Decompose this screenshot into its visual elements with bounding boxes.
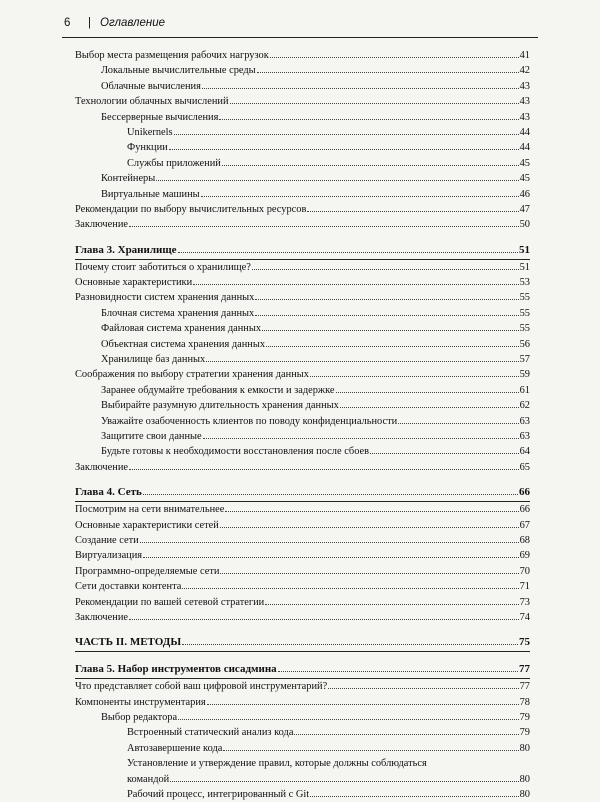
entry-page: 80 (519, 742, 530, 754)
toc-entry[interactable] (75, 140, 530, 155)
table-of-contents (75, 48, 530, 802)
dot-leader (203, 438, 519, 439)
dot-leader (143, 557, 519, 558)
entry-title: Контейнеры (101, 173, 156, 185)
entry-title: Компоненты инструментария (75, 696, 206, 708)
dot-leader (307, 211, 518, 212)
toc-entry[interactable] (75, 171, 530, 186)
entry-page: 67 (519, 519, 530, 531)
section-gap (75, 475, 530, 484)
toc-entry[interactable] (75, 548, 530, 563)
entry-page: 55 (519, 323, 530, 335)
entry-page: 50 (519, 219, 530, 231)
entry-title: Создание сети (75, 534, 139, 546)
dot-leader (170, 781, 518, 782)
entry-title: Виртуализация (75, 550, 143, 562)
entry-title: Службы приложений (127, 157, 221, 169)
toc-entry[interactable] (75, 787, 530, 802)
entry-page: 77 (519, 663, 530, 676)
toc-entry[interactable] (75, 383, 530, 398)
toc-entry[interactable] (75, 260, 530, 275)
entry-page: 80 (519, 789, 530, 801)
chapter-heading[interactable] (75, 242, 530, 259)
dot-leader (255, 315, 518, 316)
dot-leader (262, 330, 519, 331)
entry-page: 64 (519, 446, 530, 458)
section-gap (75, 233, 530, 242)
toc-entry[interactable] (75, 444, 530, 459)
entry-page: 61 (519, 384, 530, 396)
entry-title: Выбор редактора (101, 712, 178, 724)
entry-page: 43 (519, 96, 530, 108)
entry-title: Соображения по выбору стратегии хранения данных (75, 369, 309, 381)
entry-title: Бессерверные вычисления (101, 111, 219, 123)
toc-entry[interactable] (75, 518, 530, 533)
toc-entry[interactable] (75, 695, 530, 710)
toc-entry[interactable] (75, 63, 530, 78)
dot-leader (255, 299, 518, 300)
entry-title: Выбор места размещения рабочих нагрузок (75, 50, 269, 61)
entry-title: Уважайте озабоченность клиентов по поводу конфиденциальности (101, 415, 398, 427)
dot-leader (202, 88, 519, 89)
entry-page: 45 (519, 173, 530, 185)
entry-title: Основные характеристики сетей (75, 519, 219, 531)
entry-page: 45 (519, 157, 530, 169)
dot-leader (257, 72, 519, 73)
toc-entry[interactable] (75, 110, 530, 125)
dot-leader (219, 119, 518, 120)
toc-entry[interactable] (75, 202, 530, 217)
dot-leader (220, 573, 518, 574)
dot-leader (178, 719, 519, 720)
entry-page: 41 (519, 50, 530, 61)
entry-title: ЧАСТЬ II. МЕТОДЫ (75, 636, 182, 649)
entry-title: Заключение (75, 461, 128, 473)
toc-entry[interactable] (75, 290, 530, 305)
entry-title: Функции (127, 142, 168, 154)
dot-leader (206, 361, 518, 362)
dot-leader (156, 180, 518, 181)
entry-title: Выбирайте разумную длительность хранения данных (101, 400, 339, 412)
dot-leader (336, 392, 519, 393)
toc-entry[interactable] (75, 725, 530, 740)
entry-title: Почему стоит заботиться о хранилище? (75, 261, 251, 273)
entry-title-part2: командой (127, 773, 170, 785)
entry-title: Облачные вычисления (101, 80, 201, 92)
part-heading[interactable] (75, 634, 530, 651)
entry-page: 51 (519, 243, 530, 256)
entry-page: 74 (519, 611, 530, 623)
dot-leader (328, 688, 518, 689)
entry-title: Установление и утверждение правил, которые должны соблюдаться (127, 758, 427, 770)
entry-page: 59 (519, 369, 530, 381)
entry-page: 57 (519, 354, 530, 366)
entry-title: Локальные вычислительные среды (101, 65, 256, 77)
dot-leader (174, 134, 519, 135)
toc-entry[interactable] (75, 79, 530, 94)
dot-leader (310, 376, 519, 377)
entry-page: 78 (519, 696, 530, 708)
entry-page: 42 (519, 65, 530, 77)
entry-page: 43 (519, 111, 530, 123)
toc-entry[interactable] (75, 352, 530, 367)
chapter-heading[interactable] (75, 484, 530, 501)
entry-title: Рабочий процесс, интегрированный с Git (127, 789, 310, 801)
entry-title: Глава 3. Хранилище (75, 243, 177, 256)
dot-leader (398, 423, 518, 424)
toc-entry[interactable] (75, 429, 530, 444)
entry-title: Блочная система хранения данных (101, 307, 255, 319)
entry-title: Файловая система хранения данных (101, 323, 262, 335)
dot-leader (340, 407, 519, 408)
toc-entry[interactable] (75, 610, 530, 625)
entry-title: Встроенный статический анализ кода (127, 727, 294, 739)
dot-leader (220, 527, 519, 528)
toc-entry[interactable] (75, 564, 530, 579)
entry-page: 63 (519, 415, 530, 427)
toc-entry[interactable] (75, 275, 530, 290)
entry-page: 66 (519, 504, 530, 516)
toc-entry[interactable] (75, 414, 530, 429)
entry-title: Основные характеристики (75, 277, 193, 289)
header-rule (62, 37, 538, 38)
header-separator: | (88, 17, 91, 29)
toc-entry[interactable] (75, 533, 530, 548)
dot-leader (129, 619, 519, 620)
running-title: Оглавление (100, 17, 165, 29)
toc-entry[interactable] (75, 367, 530, 382)
entry-page: 79 (519, 712, 530, 724)
entry-page: 70 (519, 565, 530, 577)
entry-title: Unikernels (127, 126, 173, 138)
toc-entry[interactable] (75, 756, 530, 787)
entry-title: Что представляет собой ваш цифровой инструментарий? (75, 681, 328, 693)
entry-page: 66 (519, 486, 530, 499)
toc-entry[interactable] (75, 679, 530, 694)
entry-page: 56 (519, 338, 530, 350)
toc-entry[interactable] (75, 156, 530, 171)
entry-title: Программно-определяемые сети (75, 565, 220, 577)
page-header (62, 10, 538, 36)
toc-entry[interactable] (75, 460, 530, 475)
section-gap (75, 652, 530, 661)
entry-title: Объектная система хранения данных (101, 338, 266, 350)
entry-page: 63 (519, 430, 530, 442)
entry-page: 68 (519, 534, 530, 546)
toc-entry[interactable] (75, 125, 530, 140)
entry-page: 73 (519, 596, 530, 608)
entry-page: 44 (519, 126, 530, 138)
entry-page: 65 (519, 461, 530, 473)
entry-title: Рекомендации по вашей сетевой стратегии (75, 596, 265, 608)
toc-entry[interactable] (75, 48, 530, 63)
dot-leader (207, 704, 519, 705)
dot-leader (225, 511, 518, 512)
page-number: 6 (64, 17, 71, 29)
entry-page: 79 (519, 727, 530, 739)
entry-title: Сети доставки контента (75, 581, 182, 593)
entry-page: 53 (519, 277, 530, 289)
entry-page: 47 (519, 203, 530, 215)
entry-page: 80 (519, 773, 530, 785)
dot-leader (182, 588, 518, 589)
entry-page: 75 (519, 636, 530, 649)
entry-title: Глава 4. Сеть (75, 486, 142, 499)
entry-title: Защитите свои данные (101, 430, 202, 442)
dot-leader (294, 734, 518, 735)
entry-title-continued (127, 772, 530, 787)
toc-entry[interactable] (75, 306, 530, 321)
chapter-heading[interactable] (75, 661, 530, 678)
entry-title: Автозавершение кода (127, 742, 223, 754)
entry-title: Технологии облачных вычислений (75, 96, 229, 108)
entry-title: Виртуальные машины (101, 188, 200, 200)
entry-title: Посмотрим на сети внимательнее (75, 504, 225, 516)
dot-leader (201, 196, 519, 197)
entry-title: Заключение (75, 219, 128, 231)
dot-leader (129, 226, 519, 227)
toc-entry[interactable] (75, 187, 530, 202)
toc-entry[interactable] (75, 217, 530, 232)
toc-entry[interactable] (75, 741, 530, 756)
dot-leader (370, 453, 519, 454)
entry-page: 62 (519, 400, 530, 412)
toc-entry[interactable] (75, 398, 530, 413)
dot-leader (252, 269, 519, 270)
entry-page: 71 (519, 581, 530, 593)
dot-leader (178, 252, 518, 253)
toc-entry[interactable] (75, 595, 530, 610)
toc-entry[interactable] (75, 321, 530, 336)
toc-entry[interactable] (75, 502, 530, 517)
entry-page: 44 (519, 142, 530, 154)
dot-leader (230, 103, 519, 104)
dot-leader (310, 796, 518, 797)
entry-page: 43 (519, 80, 530, 92)
entry-title: Хранилище баз данных (101, 354, 206, 366)
dot-leader (222, 165, 519, 166)
entry-title: Разновидности систем хранения данных (75, 292, 255, 304)
toc-entry[interactable] (75, 579, 530, 594)
dot-leader (278, 671, 518, 672)
dot-leader (140, 542, 519, 543)
toc-entry[interactable] (75, 710, 530, 725)
dot-leader (266, 346, 519, 347)
entry-page: 69 (519, 550, 530, 562)
dot-leader (182, 644, 518, 645)
entry-page: 77 (519, 681, 530, 693)
dot-leader (169, 149, 519, 150)
dot-leader (143, 494, 518, 495)
entry-title: Заранее обдумайте требования к емкости и задержке (101, 384, 335, 396)
entry-title: Рекомендации по выбору вычислительных ресурсов (75, 203, 307, 215)
dot-leader (193, 284, 518, 285)
dot-leader (265, 604, 518, 605)
section-gap (75, 625, 530, 634)
dot-leader (129, 469, 519, 470)
entry-page: 51 (519, 261, 530, 273)
dot-leader (270, 57, 519, 58)
entry-page: 46 (519, 188, 530, 200)
entry-page: 55 (519, 292, 530, 304)
entry-title: Глава 5. Набор инструментов сисадмина (75, 663, 277, 676)
entry-title: Будьте готовы к необходимости восстановления после сбоев (101, 446, 370, 458)
entry-page: 55 (519, 307, 530, 319)
toc-entry[interactable] (75, 94, 530, 109)
toc-entry[interactable] (75, 337, 530, 352)
entry-title: Заключение (75, 611, 128, 623)
